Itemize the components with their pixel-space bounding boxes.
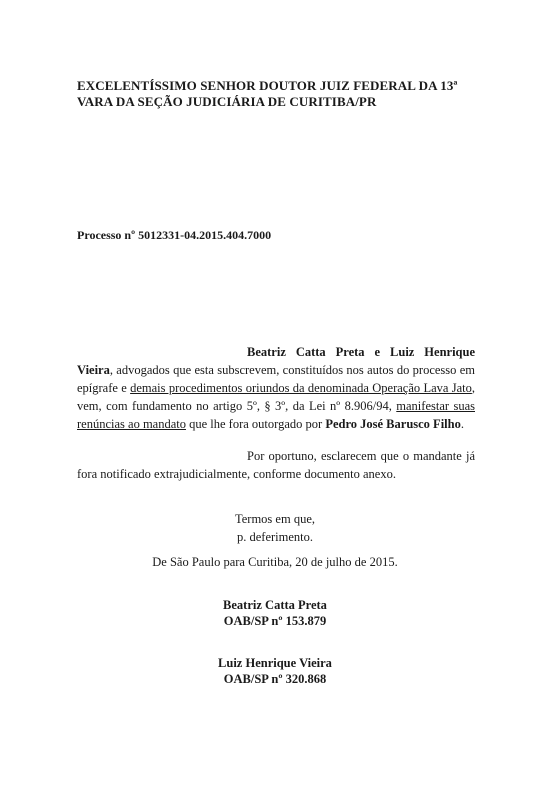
closing-line-1: Termos em que, xyxy=(234,512,315,526)
main-paragraph xyxy=(77,343,475,433)
signature-2-oab: OAB/SP nº 320.868 xyxy=(223,672,327,686)
lawyer-names: Beatriz Catta Preta e Luiz Henrique Vieira xyxy=(77,345,475,377)
second-paragraph: Por oportuno, esclarecem que o mandante já fora notificado extrajudicialmente, conforme documento anexo. xyxy=(77,449,475,481)
closing-line-2: p. deferimento. xyxy=(236,530,313,544)
date-line: De São Paulo para Curitiba, 20 de julho de 2015. xyxy=(152,555,398,569)
paragraph-text-a: , advogados que esta subscrevem, constituídos nos autos do processo em epígrafe e xyxy=(77,363,475,395)
signature-2-name: Luiz Henrique Vieira xyxy=(218,656,332,670)
underlined-procedures: demais procedimentos oriundos da denominada Operação Lava Jato xyxy=(130,381,472,395)
paragraph-text-b: , vem, com fundamento no artigo 5º, § 3º, da Lei nº 8.906/94, xyxy=(77,381,475,413)
signature-1-name: Beatriz Catta Preta xyxy=(223,598,327,612)
paragraph-end: . xyxy=(460,417,464,431)
addressee-heading xyxy=(77,78,477,110)
client-name: Pedro José Barusco Filho xyxy=(325,417,461,431)
underlined-renunciation: manifestar suas renúncias ao mandato xyxy=(77,399,475,431)
process-number: Processo nº 5012331-04.2015.404.7000 xyxy=(77,228,272,242)
paragraph-text-c: que lhe fora outorgado por xyxy=(185,417,326,431)
addressee-line-1: EXCELENTÍSSIMO SENHOR DOUTOR JUIZ FEDERAL DA 13ª xyxy=(77,78,458,93)
addressee-line-2: VARA DA SEÇÃO JUDICIÁRIA DE CURITIBA/PR xyxy=(77,94,377,109)
signature-1-oab: OAB/SP nº 153.879 xyxy=(223,614,327,628)
